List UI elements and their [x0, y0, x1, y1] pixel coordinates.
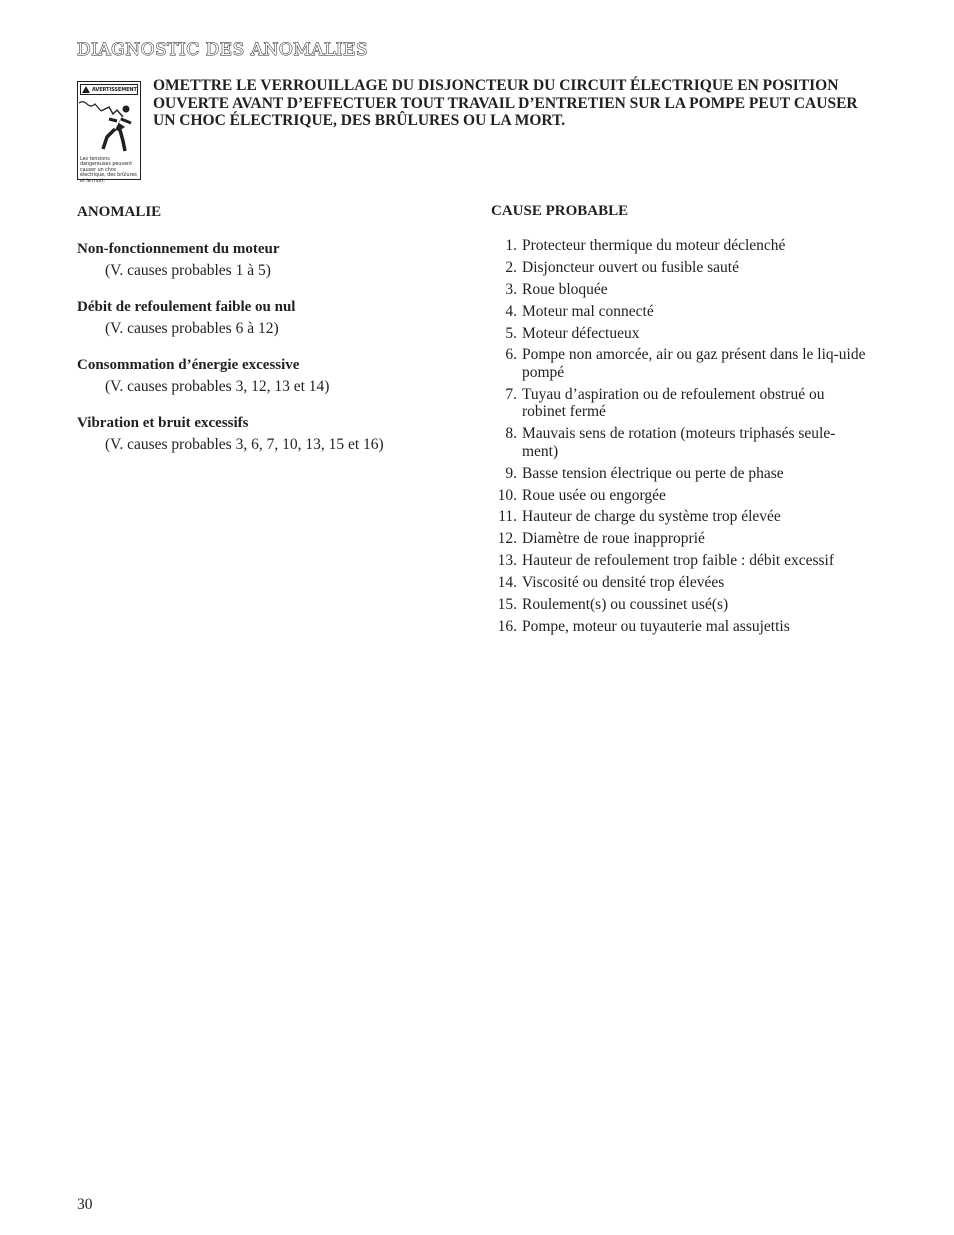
anomaly-item — [77, 296, 477, 340]
cause-item — [491, 508, 871, 526]
cause-number: 3. — [505, 280, 517, 298]
cause-number: 2. — [505, 258, 517, 276]
cause-item — [491, 487, 871, 505]
warning-badge — [80, 84, 138, 95]
page-title: DIAGNOSTIC DES ANOMALIES — [77, 40, 369, 60]
cause-item — [491, 259, 871, 277]
cause-item — [491, 530, 871, 548]
cause-number: 5. — [505, 324, 517, 342]
anomaly-list — [77, 238, 477, 470]
cause-number: 8. — [505, 425, 517, 443]
cause-text: Roulement(s) ou coussinet usé(s) — [522, 595, 729, 613]
cause-item — [491, 574, 871, 592]
warning-sign-caption: Les tensions dangereuses peuvent causer un choc électrique, des brûlures et la mort. — [80, 157, 137, 184]
anomaly-name: Débit de refoulement faible ou nul — [77, 299, 296, 315]
cause-text: Basse tension électrique ou perte de phase — [522, 464, 784, 482]
cause-text: Disjoncteur ouvert ou fusible sauté — [522, 258, 739, 276]
cause-number: 10. — [497, 486, 517, 504]
cause-item — [491, 237, 871, 255]
cause-item — [491, 346, 871, 381]
warning-badge-label: AVERTISSEMENT — [92, 86, 137, 93]
cause-number: 14. — [497, 574, 517, 592]
warning-sign — [77, 81, 141, 184]
cause-text: Roue bloquée — [522, 280, 608, 298]
warning-text: OMETTRE LE VERROUILLAGE DU DISJONCTEUR DU CIRCUIT ÉLECTRIQUE EN POSITION OUVERTE AVANT D’EFFECTUER TOUT TRAVAIL D’ENTRETIEN SUR LA POMPE PEUT CAUSER UN CHOC ÉLECTRIQUE, DES BRÛLURES OU LA MORT. — [153, 77, 858, 129]
anomaly-cause-ref: (V. causes probables 3, 12, 13 et 14) — [105, 378, 330, 395]
cause-item — [491, 386, 871, 421]
cause-item — [491, 618, 871, 636]
cause-item — [491, 303, 871, 321]
cause-text: Tuyau d’aspiration ou de refoulement obstrué ou robinet fermé — [522, 385, 825, 421]
cause-number: 13. — [497, 552, 517, 570]
anomaly-name: Non-fonctionnement du moteur — [77, 241, 280, 257]
cause-number: 1. — [505, 237, 517, 254]
cause-text: Moteur défectueux — [522, 324, 640, 342]
cause-item — [491, 425, 871, 460]
cause-text: Protecteur thermique du moteur déclenché — [522, 237, 786, 254]
cause-number: 16. — [497, 617, 517, 635]
cause-list — [491, 237, 871, 640]
cause-item — [491, 552, 871, 570]
anomaly-item — [77, 238, 477, 282]
cause-text: Diamètre de roue inapproprié — [522, 530, 705, 548]
anomaly-name: Consommation d’énergie excessive — [77, 357, 300, 373]
warning-triangle-icon — [82, 86, 90, 93]
cause-text: Roue usée ou engorgée — [522, 486, 666, 504]
electrical-hazard-icon — [79, 97, 139, 157]
cause-number: 12. — [497, 530, 517, 548]
anomaly-item — [77, 354, 477, 398]
cause-number: 11. — [498, 508, 517, 526]
cause-text: Moteur mal connecté — [522, 302, 654, 320]
cause-item — [491, 465, 871, 483]
cause-text: Hauteur de charge du système trop élevée — [522, 508, 781, 526]
cause-item — [491, 281, 871, 299]
cause-number: 7. — [505, 385, 517, 403]
cause-number: 9. — [505, 464, 517, 482]
cause-text: Mauvais sens de rotation (moteurs triphasés seule-ment) — [522, 425, 836, 460]
cause-text: Pompe non amorcée, air ou gaz présent dans le liq-uide pompé — [522, 346, 866, 381]
cause-text: Hauteur de refoulement trop faible : débit excessif — [522, 552, 835, 570]
cause-number: 4. — [505, 302, 517, 320]
anomaly-item — [77, 412, 477, 456]
cause-item — [491, 596, 871, 614]
anomaly-cause-ref: (V. causes probables 6 à 12) — [105, 320, 279, 337]
anomaly-cause-ref: (V. causes probables 1 à 5) — [105, 262, 271, 279]
cause-item — [491, 325, 871, 343]
cause-column-heading: CAUSE PROBABLE — [491, 203, 629, 219]
anomaly-cause-ref: (V. causes probables 3, 6, 7, 10, 13, 15 et 16) — [105, 436, 384, 453]
anomaly-column-heading: ANOMALIE — [77, 204, 162, 220]
cause-text: Viscosité ou densité trop élevées — [522, 574, 725, 592]
page-number: 30 — [77, 1196, 93, 1213]
cause-number: 6. — [505, 346, 517, 364]
anomaly-name: Vibration et bruit excessifs — [77, 415, 249, 431]
cause-text: Pompe, moteur ou tuyauterie mal assujettis — [522, 617, 790, 635]
cause-number: 15. — [497, 595, 517, 613]
